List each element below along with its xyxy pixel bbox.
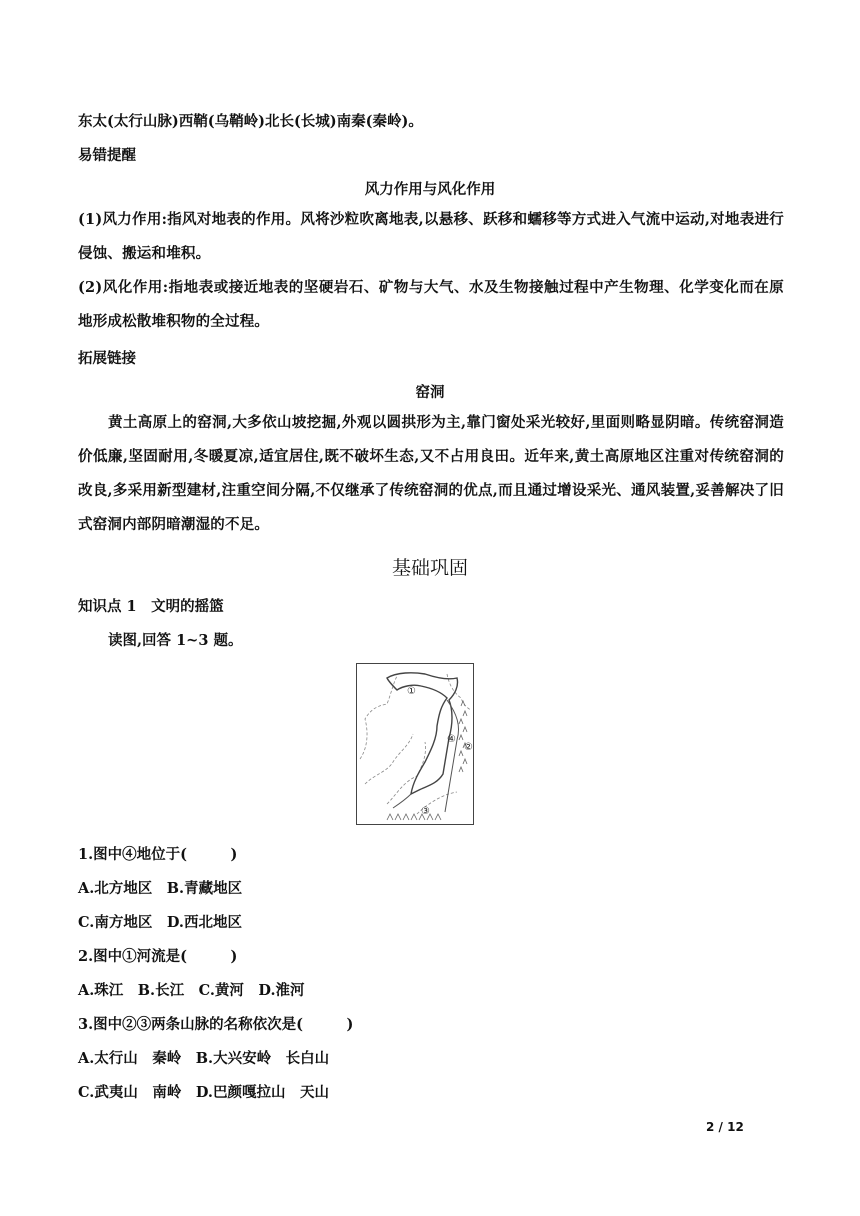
map-label-4: ④: [447, 734, 456, 745]
map-label-1: ①: [407, 686, 416, 697]
question-2-options: A.珠江 B.长江 C.黄河 D.淮河: [78, 982, 305, 999]
section-title-jichu: 基础巩固: [391, 557, 468, 579]
intro-line: 东太(太行山脉)西鞘(乌鞘岭)北长(长城)南秦(秦岭)。: [78, 113, 423, 130]
question-1-stem: 1.图中④地位于( ): [78, 846, 238, 863]
question-3-stem: 3.图中②③两条山脉的名称依次是( ): [78, 1016, 354, 1033]
tuozhan-heading: 拓展链接: [78, 350, 136, 367]
map-figure: [356, 663, 474, 825]
tuozhan-title: 窑洞: [415, 384, 445, 401]
map-label-3: ③: [421, 806, 430, 817]
question-instruction: 读图,回答 1~3 题。: [108, 632, 243, 649]
yicuo-heading: 易错提醒: [78, 147, 136, 164]
question-3-options-b: C.武夷山 南岭 D.巴颜嘎拉山 天山: [78, 1084, 329, 1101]
page-number: 2 / 12: [706, 1120, 744, 1134]
question-2-stem: 2.图中①河流是( ): [78, 948, 238, 965]
question-3-options-a: A.太行山 秦岭 B.大兴安岭 长白山: [78, 1050, 330, 1067]
map-label-2: ②: [464, 742, 473, 753]
yicuo-paragraph-1: (1)风力作用:指风对地表的作用。风将沙粒吹离地表,以悬移、跃移和蠕移等方式进入气流中运动,对地表进行侵蚀、搬运和堆积。: [78, 211, 784, 262]
tuozhan-paragraph: 黄土高原上的窑洞,大多依山坡挖掘,外观以圆拱形为主,靠门窗处采光较好,里面则略显阴暗。传统窑洞造价低廉,坚固耐用,冬暖夏凉,适宜居住,既不破坏生态,又不占用良田。近年来,黄土高原地区注重对传统窑洞的改良,多采用新型建材,注重空间分隔,不仅继承了传统窑洞的优点,而且通过增设采光、通风装置,妥善解决了旧式窑洞内部阴暗潮湿的不足。: [78, 414, 784, 533]
question-1-options-b: C.南方地区 D.西北地区: [78, 914, 242, 931]
loess-plateau-map-icon: [357, 664, 473, 824]
question-1-options-a: A.北方地区 B.青藏地区: [78, 880, 243, 897]
knowledge-point: 知识点 1 文明的摇篮: [78, 598, 224, 615]
yicuo-title: 风力作用与风化作用: [364, 181, 496, 198]
yicuo-paragraph-2: (2)风化作用:指地表或接近地表的坚硬岩石、矿物与大气、水及生物接触过程中产生物理、化学变化而在原地形成松散堆积物的全过程。: [78, 279, 784, 330]
